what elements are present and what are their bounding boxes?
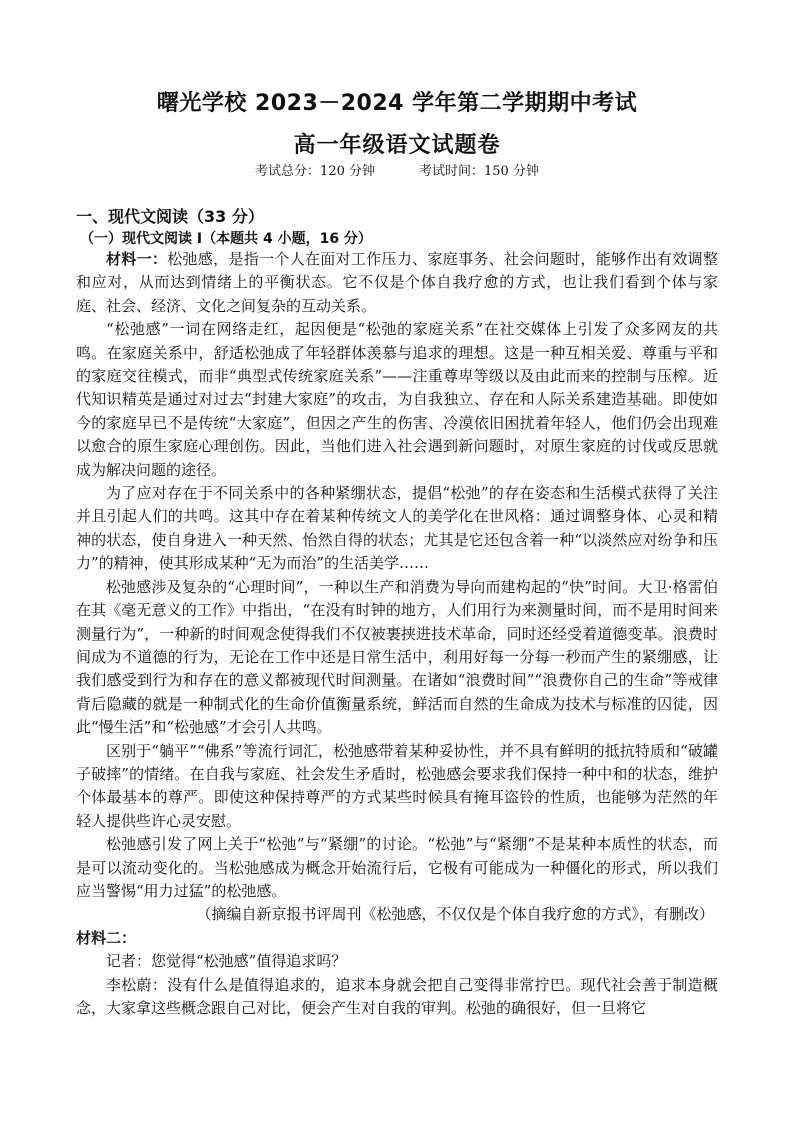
exam-title: 曙光学校 2023－2024 学年第二学期期中考试 (156, 91, 638, 116)
section-heading: 一、现代文阅读（33 分） (76, 207, 264, 226)
material2-heading (76, 927, 718, 950)
material1-paragraph-5: 区别于“躺平”“佛系”等流行词汇，松弛感带着某种妥协性，并不具有鲜明的抵抗特质和“破罐子破摔”的情绪。在自我与家庭、社会发生矛盾时，松弛感会要求我们保持一种中和的状态，维护个体最基本的尊严。即使这种保持尊严的方式某些时候具有掩耳盗铃的性质，也能够为茫然的年轻人提供些许心灵安慰。 (76, 741, 718, 830)
material1-label: 材料一： (106, 250, 168, 268)
material1-source: （摘编自新京报书评周刊《松弛感，不仅仅是个体自我疗愈的方式》，有删改） (196, 905, 714, 924)
exam-time: 考试时间：150 分钟 (419, 164, 539, 179)
total-score: 考试总分：120 分钟 (255, 164, 375, 179)
material1-paragraph-4: 松弛感涉及复杂的“心理时间”，一种以生产和消费为导向而建构起的“快”时间。大卫·格雷伯在其《毫无意义的工作》中指出，“在没有时钟的地方，人们用行为来测量时间，而不是用时间来测量行为”，一种新的时间观念使得我们不仅被裹挟进技术革命，同时还经受着道德变革。浪费时间成为不道德的行为，无论在工作中还是日常生活中，利用好每一分每一秒而产生的紧绷感，让我们感受到行为和存在的意义都被现代时间测量。在诸如“浪费时间”“浪费你自己的生命”等戒律背后隐藏的就是一种制式化的生命价值衡量系统，鲜活而自然的生命成为技术与标准的囚徒，因此“慢生活”和“松弛感”才会引人共鸣。 (76, 577, 718, 737)
material2-label: 材料二： (76, 928, 137, 947)
material1-paragraph-6: 松弛感引发了网上关于“松弛”与“紧绷”的讨论。“松弛”与“紧绷”不是某种本质性的状态，而是可以流动变化的。当松弛感成为概念开始流行后，它极有可能成为一种僵化的形式，所以我们应当警惕“用力过猛”的松弛感。 (76, 835, 718, 900)
material2-paragraph-2: 李松蔚：没有什么是值得追求的，追求本身就会把自己变得非常拧巴。现代社会善于制造概念，大家拿这些概念跟自己对比，便会产生对自我的审判。松弛的确很好，但一旦将它 (76, 975, 718, 1017)
reading-passage (76, 248, 718, 1020)
material1-paragraph-2: “松弛感”一词在网络走红，起因便是“松弛的家庭关系”在社交媒体上引发了众多网友的共鸣。在家庭关系中，舒适松弛成了年轻群体羡慕与追求的理想。这是一种互相关爱、尊重与平和的家庭交往模式，而非“典型式传统家庭关系”——注重尊卑等级以及由此而来的控制与压榨。近代知识精英是通过对过去“封建大家庭”的攻击，为自我独立、存在和人际关系建造基础。即使如今的家庭早已不是传统“大家庭”，但因之产生的伤害、冷漠依旧困扰着年轻人，他们仍会出现难以愈合的原生家庭心理创伤。因此，当他们进入社会遇到新问题时，对原生家庭的讨伐或反思就成为解决问题的途径。 (76, 320, 718, 479)
subsection-heading: （一）现代文阅读 Ⅰ（本题共 4 小题，16 分） (80, 231, 372, 247)
exam-meta (0, 160, 794, 179)
material2-paragraph-1: 记者：您觉得“松弛感”值得追求吗？ (106, 952, 347, 971)
material1-paragraph-1: 材料一：松弛感，是指一个人在面对工作压力、家庭事务、社会问题时，能够作出有效调整和应对，从而达到情绪上的平衡状态。它不仅是个体自我疗愈的方式，也让我们看到个体与家庭、社会、经济、文化之间复杂的互动关系。 (76, 250, 718, 315)
material1-paragraph-3: 为了应对存在于不同关系中的各种紧绷状态，提倡“松弛”的存在姿态和生活模式获得了关注并且引起人们的共鸣。这其中存在着某种传统文人的美学化在世风格：通过调整身体、心灵和精神的状态，使自身进入一种天然、怡然自得的状态；尤其是它还包含着一种“以淡然应对纷争和压力”的精神，使其形成某种“无为而治”的生活美学…… (76, 484, 718, 573)
exam-subtitle: 高一年级语文试题卷 (293, 133, 501, 158)
